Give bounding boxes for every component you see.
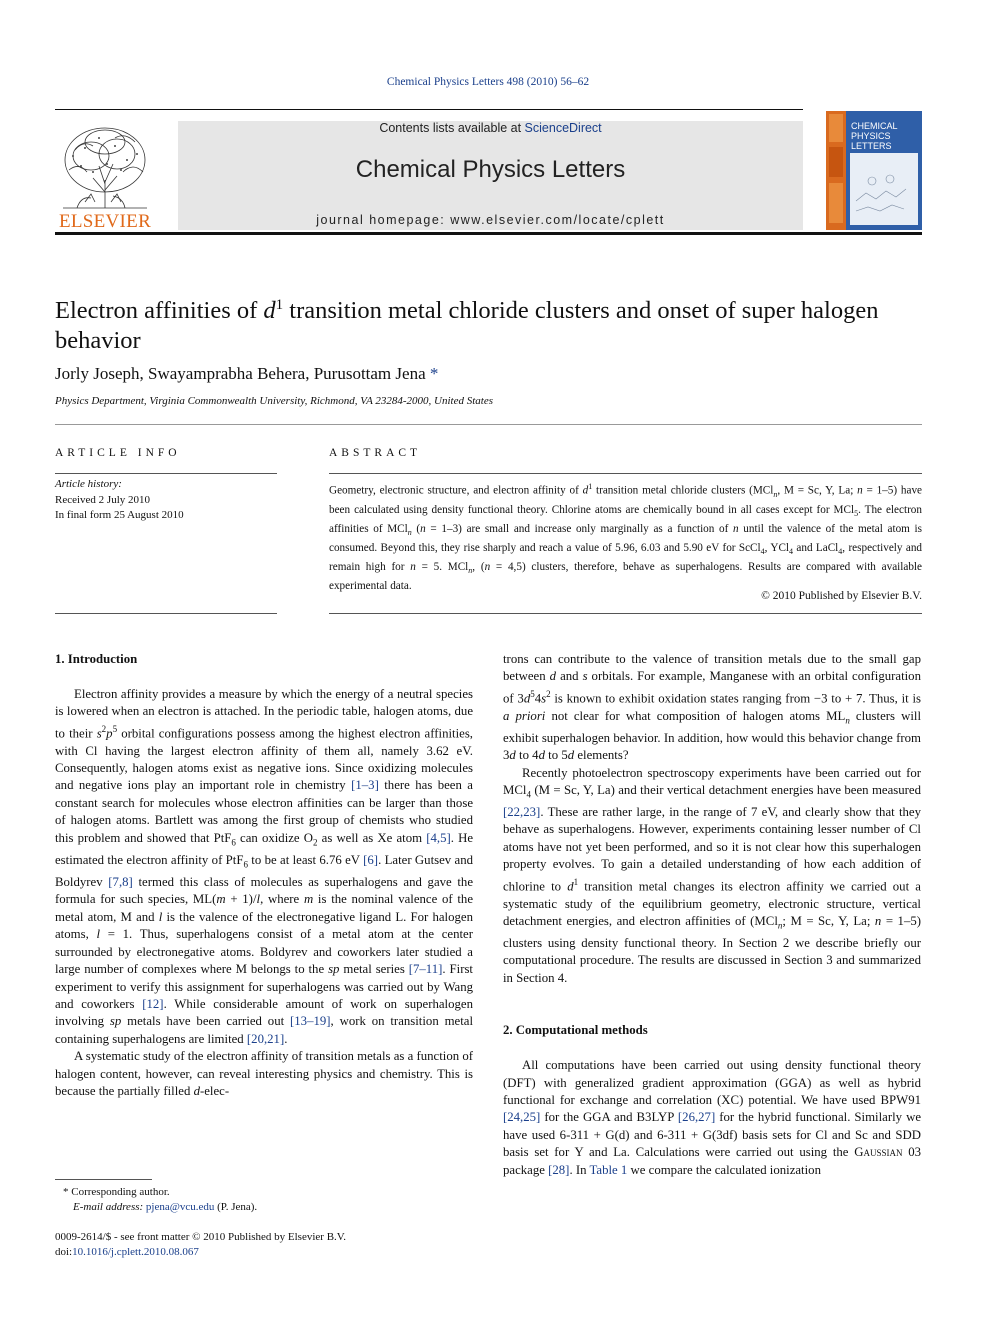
- info-rule-top: [55, 473, 277, 474]
- corresponding-author-note: Corresponding author.: [71, 1186, 170, 1198]
- journal-homepage-link[interactable]: journal homepage: www.elsevier.com/locate/cplett: [316, 213, 665, 227]
- citation-link[interactable]: [13–19]: [290, 1014, 331, 1029]
- contents-line: Contents lists available at ScienceDirect: [379, 121, 602, 135]
- journal-header-box: [178, 121, 803, 230]
- journal-reference[interactable]: Chemical Physics Letters 498 (2010) 56–62: [386, 76, 590, 88]
- citation-link[interactable]: [6]: [363, 852, 379, 867]
- info-rule-bottom: [55, 613, 277, 614]
- final-form-date: In final form 25 August 2010: [55, 509, 184, 521]
- methods-heading: 2. Computational methods: [503, 1023, 648, 1038]
- abstract-heading: ABSTRACT: [329, 447, 422, 459]
- citation-link[interactable]: [4,5]: [426, 830, 451, 845]
- body-column-left: [55, 651, 473, 1101]
- article-history: [55, 477, 184, 524]
- citation-link[interactable]: [28]: [548, 1162, 570, 1177]
- citation-link[interactable]: [24,25]: [503, 1110, 541, 1125]
- abstract-copyright: © 2010 Published by Elsevier B.V.: [761, 590, 922, 602]
- body-column-right: [503, 651, 921, 1179]
- abstract-rule-bottom: [329, 613, 922, 614]
- journal-cover-image[interactable]: [826, 111, 922, 230]
- footnote-rule: [55, 1179, 152, 1180]
- citation-link[interactable]: [22,23]: [503, 804, 541, 819]
- introduction-heading: 1. Introduction: [55, 652, 138, 666]
- corresponding-author-mark[interactable]: *: [429, 364, 439, 383]
- sciencedirect-link[interactable]: ScienceDirect: [524, 121, 602, 135]
- affiliation-rule: [55, 424, 922, 425]
- citation-link[interactable]: [7–11]: [408, 962, 443, 977]
- affiliation: Physics Department, Virginia Commonwealth University, Richmond, VA 23284-2000, United States: [55, 395, 494, 407]
- citation-link[interactable]: [20,21]: [246, 1031, 285, 1046]
- received-date: Received 2 July 2010: [55, 493, 151, 506]
- elsevier-wordmark: ELSEVIER: [58, 211, 152, 232]
- top-rule: [55, 109, 803, 110]
- footnote: * Corresponding author. E-mail address: pjena@vcu.edu (P. Jena).: [63, 1186, 258, 1213]
- article-title: Electron affinities of $d^1$ transition metal chloride clusters and onset of super halogen behavior: [55, 297, 879, 355]
- citation-link[interactable]: [7,8]: [108, 874, 133, 889]
- issn-doi-block: 0009-2614/$ - see front matter © 2010 Published by Elsevier B.V. doi:10.1016/j.cplett.2010.08.067: [55, 1231, 347, 1258]
- header-bottom-rule: [55, 232, 922, 235]
- intro-paragraph-1: Electron affinity provides a measure by which the energy of a neutral species is lowered when an electron is attached. In the periodic table, halogen atoms, due to their $s^2p^5$ orbital configurations possess among the highest electron affinities, with Cl having the largest electron affinity of them all, namely 3.62 eV. Consequently, halogen atoms exist as negative ions. Since oxidizing molecules and negative ions play an important role in chemistry [1–3] there has been a constant search for molecules whose electron affinities can be larger than those of halogen atoms. Bartlett was among the first group of chemists who studied this problem and showed that PtF$_6$ can oxidize $O_2$ as well as Xe atom [4,5]. He estimated the electron affinity of PtF$_6$ to be at least 6.76 eV [6]. Later Gutsev and Boldyrev [7,8] termed this class of molecules as superhalogens and gave the formula for such species, ML(m + 1)/l, where m is the nominal valence of the metal atom, M and l is the valence of the electronegative ligand L. For halogen atoms, l = 1. Thus, superhalogens consist of a metal atom at the center surrounded by electronegative atoms. Boldyrev and coworkers later studied a large number of complexes where M belongs to the sp metal series [7–11]. First experiment to verify this assignment for superhalogens was carried out by Wang and coworkers [12]. While considerable amount of work on superhalogen involving sp metals have been carried out [13–19], work on transition metal containing superhalogens are limited [20,21].: [55, 686, 474, 1046]
- journal-title: Chemical Physics Letters: [355, 156, 626, 183]
- cover-title-3: LETTERS: [851, 141, 892, 151]
- cover-title-1: CHEMICAL: [851, 121, 898, 131]
- cover-title-2: PHYSICS: [851, 131, 891, 141]
- citation-link[interactable]: [26,27]: [677, 1110, 716, 1125]
- intro-paragraph-3: Recently photoelectron spectroscopy experiments have been carried out for MCl$_4$ (M = Sc, Y, La) and their vertical detachment energies have been measured [22,23]. These are rather large, in the range of 7 eV, and clearly show that they behave as superhalogens. However, experiments containing lesser number of Cl atoms have not yet been performed, and so it is not clear how this superhalogen property evolves. To gain a detailed understanding of how each addition of chlorine to $d^1$ transition metal changes its electron affinity we carried out a systematic study of the equilibrium geometry, electronic structure, vertical detachment energies, and electron affinities of (MCl$_n$; M = Sc, Y, La; n = 1–5) clusters using density functional theory. In Section 2 we describe briefly our computational procedure. The results are discussed in Section 3 and summarized in Section 4.: [503, 765, 921, 985]
- author-list: Jorly Joseph, Swayamprabha Behera, Purusottam Jena *: [55, 364, 439, 383]
- history-label: Article history:: [55, 478, 122, 490]
- email-link[interactable]: pjena@vcu.edu: [145, 1201, 215, 1213]
- abstract-rule-top: [329, 473, 922, 474]
- issn-line: 0009-2614/$ - see front matter © 2010 Published by Elsevier B.V.: [55, 1231, 347, 1243]
- citation-link[interactable]: [12]: [142, 996, 164, 1011]
- abstract-text: Geometry, electronic structure, and electron affinity of $d^1$ transition metal chloride clusters (MCl$_n$, M = Sc, Y, La; n = 1–5) have been calculated using density functional theory. Chlorine atoms are chemically bound in all cases except for MCl$_5$. The electron affinities of MCl$_n$ (n = 1–3) are small and increase only marginally as a function of n until the valence of the metal atom is consumed. Beyond this, they rise sharply and reach a value of 5.96, 6.03 and 5.90 eV for ScCl$_4$, YCl$_4$ and LaCl$_4$, respectively and remain high for n = 5. MCl$_n$, (n = 4,5) clusters, therefore, behave as superhalogens. Results are compared with available experimental data.: [329, 482, 923, 593]
- citation-link[interactable]: [1–3]: [351, 778, 379, 793]
- doi-link[interactable]: 10.1016/j.cplett.2010.08.067: [72, 1246, 199, 1258]
- table-link[interactable]: Table 1: [589, 1162, 628, 1177]
- methods-paragraph-1: All computations have been carried out using density functional theory (DFT) with generalized gradient approximation (GGA) as well as hybrid functional for exchange and correlation (XC) potential. We have used BPW91 [24,25] for the GGA and B3LYP [26,27] for the hybrid functional. Similarly we have used 6-311 + G(d) and 6-311 + G(3df) basis sets for Cl and Sc and SDD basis set for Y and La. Calculations were carried out using the Gaussian 03 package [28]. In Table 1 we compare the calculated ionization: [503, 1058, 921, 1177]
- intro-paragraph-2: A systematic study of the electron affinity of transition metals as a function of halogen content, however, can reveal interesting physics and chemistry. This is because the partially filled d-elec-: [55, 1049, 473, 1099]
- intro-paragraph-2-cont: trons can contribute to the valence of transition metals due to the small gap between d and s orbitals. For example, Manganese with an orbital configuration of $3d^54s^2$ is known to exhibit oxidation states ranging from −3 to + 7. Thus, it is a priori not clear for what composition of halogen atoms $ML_n$ clusters will exhibit superhalogen behavior. In addition, how would this behavior change from 3d to 4d to 5d elements?: [503, 652, 921, 763]
- article-info-heading: ARTICLE INFO: [55, 447, 181, 459]
